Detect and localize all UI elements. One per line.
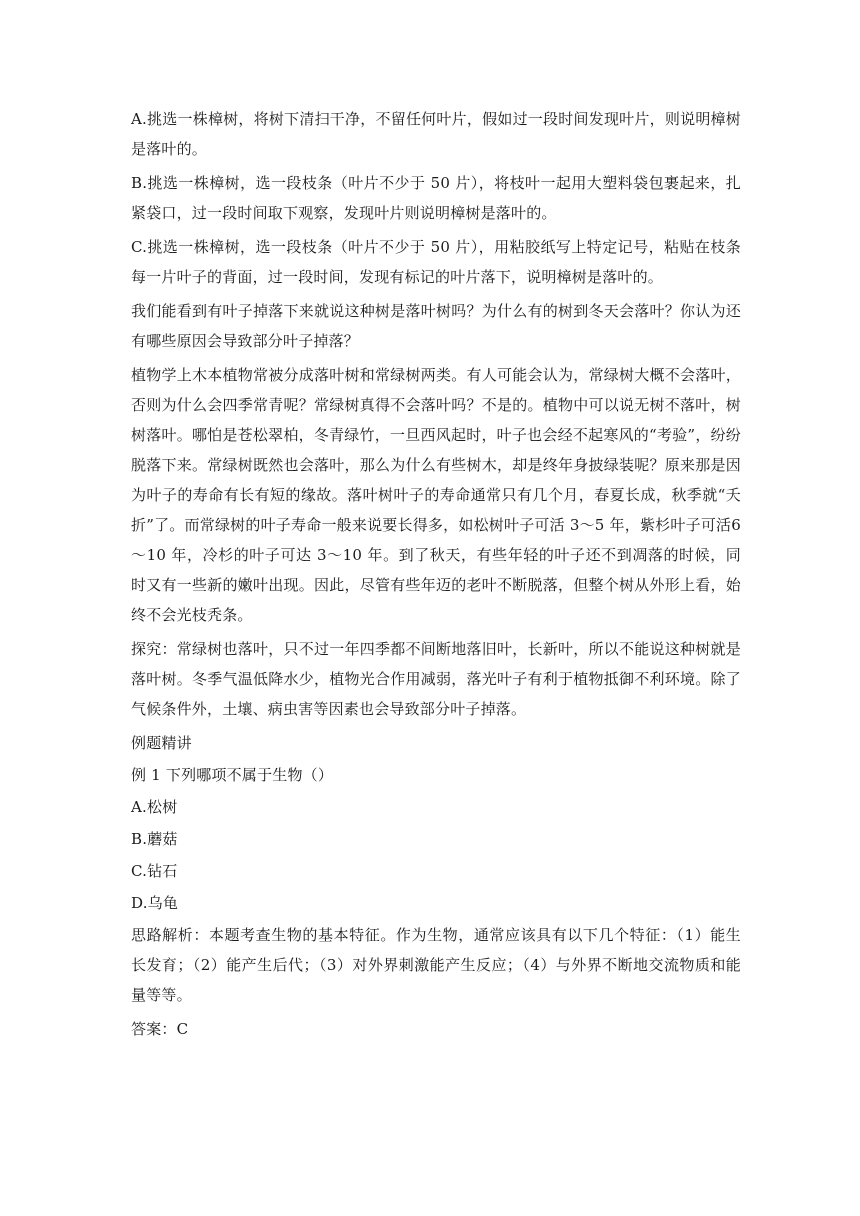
option-a-paragraph: A.挑选一株樟树，将树下清扫干净，不留任何叶片，假如过一段时间发现叶片，则说明樟树是落叶的。 xyxy=(131,110,741,158)
explanation-paragraph: 植物学上木本植物常被分成落叶树和常绿树两类。有人可能会认为，常绿树大概不会落叶，否则为什么会四季常青呢？常绿树真得不会落叶吗？不是的。植物中可以说无树不落叶，树树落叶。哪怕是苍松翠柏，冬青绿竹，一旦西风起时，叶子也会经不起寒风的“考验”，纷纷脱落下来。常绿树既然也会落叶，那么为什么有些树木，却是终年身披绿装呢？原来那是因为叶子的寿命有长有短的缘故。落叶树叶子的寿命通常只有几个月，春夏长成，秋季就“夭折”了。而常绿树的叶子寿命一般来说要长得多，如松树叶子可活 3～5 年，紫杉叶子可活6～10 年，冷杉的叶子可达 3～10 年。到了秋天，有些年轻的叶子还不到凋落的时候，同时又有一些新的嫩叶出现。因此，尽管有些年迈的老叶不断脱落，但整个树从外形上看，始终不会光枝秃条。 xyxy=(131,366,741,624)
document-body xyxy=(131,104,741,1048)
option-c-paragraph: C.挑选一株樟树，选一段枝条（叶片不少于 50 片），用粘胶纸写上特定记号，粘贴在枝条每一片叶子的背面，过一段时间，发现有标记的叶片落下，说明樟树是落叶的。 xyxy=(131,238,741,286)
choice-a: A.松树 xyxy=(131,798,178,816)
inquiry-paragraph: 探究：常绿树也落叶，只不过一年四季都不间断地落旧叶，长新叶，所以不能说这种树就是落叶树。冬季气温低降水少，植物光合作用减弱，落光叶子有利于植物抵御不利环境。除了气候条件外，土壤、病虫害等因素也会导致部分叶子掉落。 xyxy=(131,640,741,718)
choice-b: B.蘑菇 xyxy=(131,830,178,848)
answer-line: 答案：C xyxy=(131,1020,189,1038)
choice-c: C.钻石 xyxy=(131,862,178,880)
section-heading: 例题精讲 xyxy=(131,734,192,752)
question-paragraph: 我们能看到有叶子掉落下来就说这种树是落叶树吗？为什么有的树到冬天会落叶？你认为还有哪些原因会导致部分叶子掉落？ xyxy=(131,302,741,350)
choice-d: D.乌龟 xyxy=(131,894,179,912)
example-question: 例 1 下列哪项不属于生物（） xyxy=(131,766,334,784)
option-b-paragraph: B.挑选一株樟树，选一段枝条（叶片不少于 50 片），将枝叶一起用大塑料袋包裹起来，扎紧袋口，过一段时间取下观察，发现叶片则说明樟树是落叶的。 xyxy=(131,174,741,222)
solution-analysis: 思路解析：本题考查生物的基本特征。作为生物，通常应该具有以下几个特征：（1）能生长发育；（2）能产生后代；（3）对外界刺激能产生反应；（4）与外界不断地交流物质和能量等等。 xyxy=(131,926,741,1004)
